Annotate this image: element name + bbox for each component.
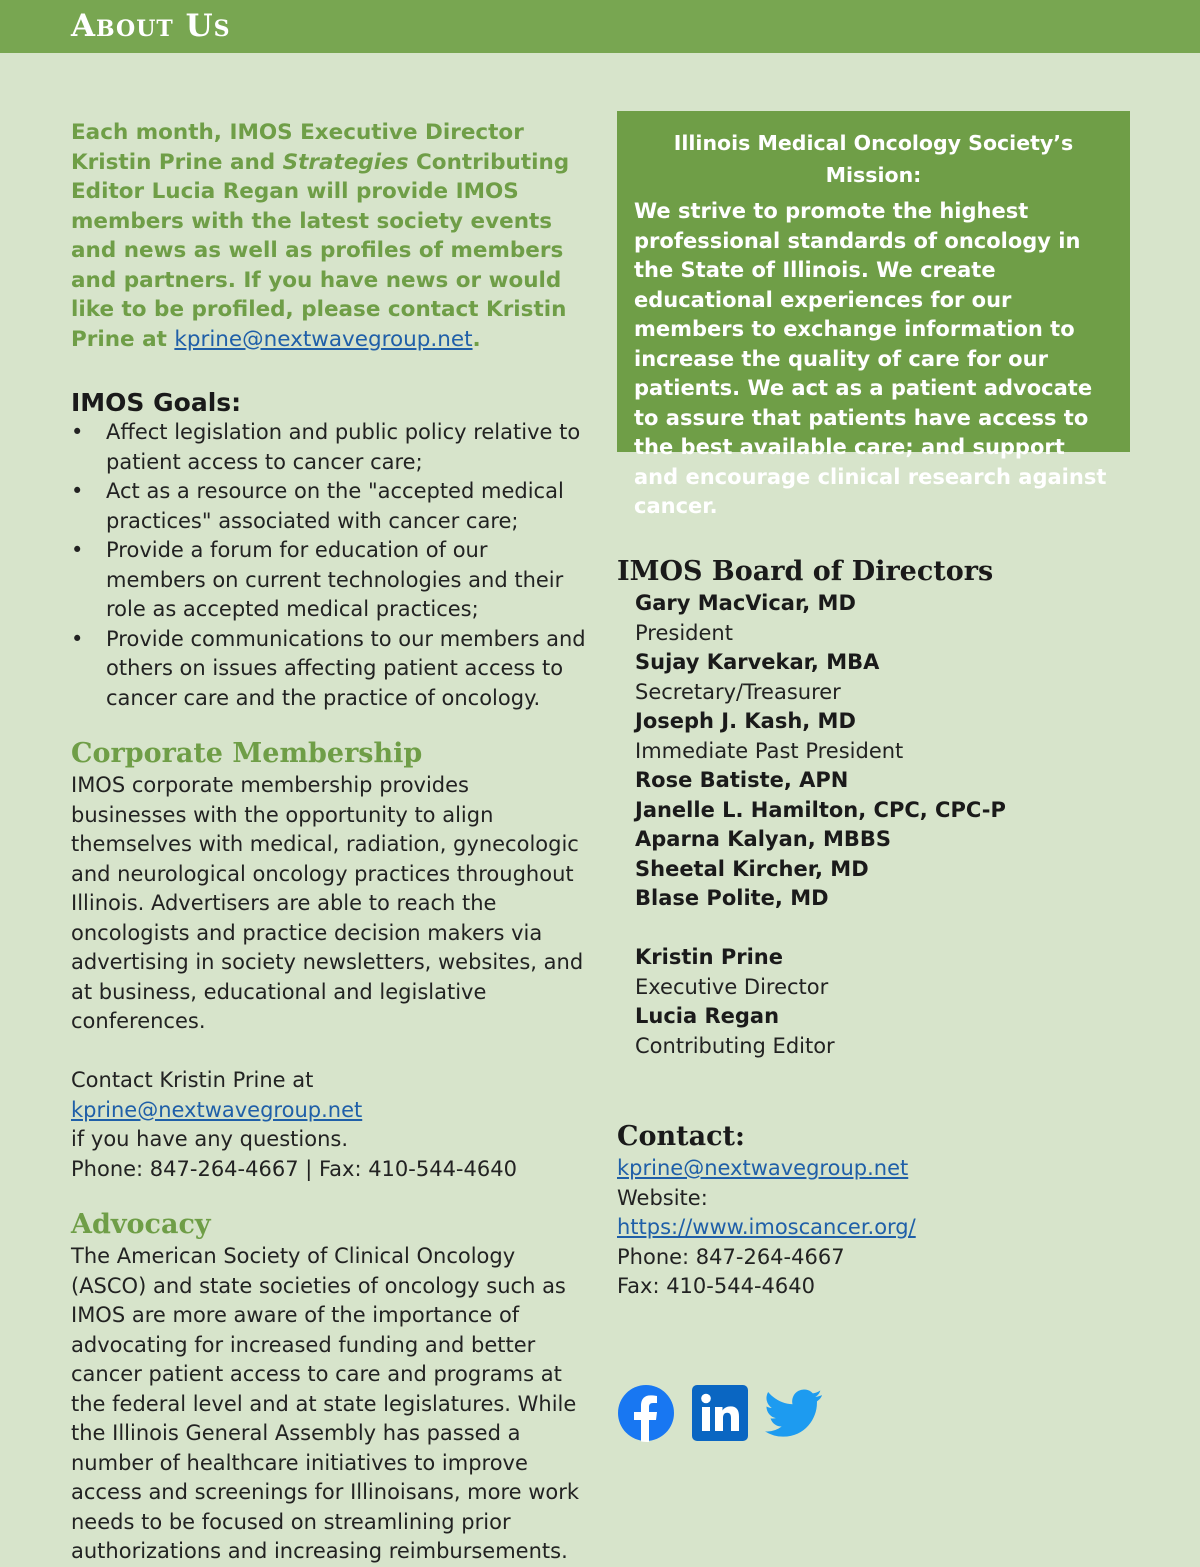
board-member-name: Blase Polite, MD: [635, 886, 829, 910]
contact-fax: Fax: 410-544-4640: [617, 1274, 815, 1298]
corporate-heading: Corporate Membership: [71, 738, 423, 769]
contact-suffix: if you have any questions.: [71, 1127, 348, 1151]
bullet-icon: •: [71, 626, 84, 651]
intro-email-link[interactable]: kprine@nextwavegroup.net: [174, 326, 473, 352]
goals-heading: IMOS Goals:: [71, 388, 242, 417]
linkedin-icon[interactable]: [691, 1384, 749, 1442]
bullet-icon: •: [71, 479, 84, 503]
contact-prefix: Contact Kristin Prine at: [71, 1068, 314, 1092]
intro-italic: Strategies: [282, 149, 409, 175]
intro-text-2: Contributing Editor Lucia Regan will provide IMOS members with the latest society events and news as well as profiles of members and partners. If you have news or would like to be profiled, please contact Kristin Prine at: [71, 149, 570, 352]
contact-section: [617, 1120, 1137, 1302]
board-heading: IMOS Board of Directors: [617, 556, 994, 587]
twitter-icon[interactable]: [765, 1384, 823, 1442]
contact-email-link[interactable]: kprine@nextwavegroup.net: [617, 1156, 909, 1180]
facebook-icon[interactable]: [617, 1384, 675, 1442]
goal-text: Act as a resource on the "accepted medical practices" associated with cancer care;: [106, 479, 564, 533]
page-title: About Us: [71, 8, 231, 44]
board-member-name: Rose Batiste, APN: [635, 768, 849, 792]
contact-heading: Contact:: [617, 1121, 745, 1152]
board-list: [635, 589, 1137, 1061]
phone-fax: Phone: 847-264-4667 | Fax: 410-544-4640: [71, 1156, 517, 1181]
board-member-name: Janelle L. Hamilton, CPC, CPC-P: [635, 797, 1006, 822]
board-member-name: Sujay Karvekar, MBA: [635, 650, 880, 674]
intro-text-1: Each month, IMOS Executive Director Kristin Prine and: [71, 120, 524, 175]
bullet-icon: •: [71, 420, 84, 444]
board-member-name: Joseph J. Kash, MD: [635, 709, 856, 733]
goal-text: Affect legislation and public policy relative to patient access to cancer care;: [106, 420, 581, 474]
header-banner: [0, 0, 1200, 53]
website-label: Website:: [617, 1185, 708, 1210]
corporate-text: IMOS corporate membership provides businesses with the opportunity to align themselves with medical, radiation, gynecologic and neurological oncology practices throughout Illinois. Advertisers are able to reach the oncologists and practice decision makers via advertising in society newsletters, websites, and at business, educational and legislative conferences.: [71, 773, 584, 1033]
left-column: [71, 118, 591, 1567]
board-member-role: President: [635, 620, 733, 645]
mission-title: Illinois Medical Oncology Society’s Mission:: [673, 131, 1074, 187]
corporate-contact: [71, 1066, 591, 1184]
board-member-name: Sheetal Kircher, MD: [635, 856, 869, 881]
board-section: [617, 555, 1137, 1061]
list-item: [71, 477, 591, 536]
goals-list: [71, 418, 591, 713]
list-item: [71, 418, 591, 477]
staff-role: Executive Director: [635, 974, 829, 999]
bullet-icon: •: [71, 538, 84, 562]
advocacy-heading: Advocacy: [71, 1209, 211, 1240]
mission-box: [617, 111, 1130, 518]
website-link[interactable]: https://www.imoscancer.org/: [617, 1215, 916, 1239]
mission-text: We strive to promote the highest professional standards of oncology in the State of Illinois. We create educational experiences for our members to exchange information to increase the quality of care for our patients. We act as a patient advocate to assure that patients have access to the best available care; and support and encourage clinical research against cancer.: [634, 199, 1107, 518]
advocacy-text: The American Society of Clinical Oncology (ASCO) and state societies of oncology such as IMOS are more aware of the importance of advocating for increased funding and better cancer patient access to care and programs at the federal level and at state legislatures. While the Illinois General Assembly has passed a number of healthcare initiatives to improve access and screenings for Illinoisans, more work needs to be focused on streamlining prior authorizations and increasing reimbursements.: [71, 1244, 580, 1563]
staff-role: Contributing Editor: [635, 1033, 835, 1058]
board-member-role: Immediate Past President: [635, 738, 904, 763]
corporate-email-link[interactable]: kprine@nextwavegroup.net: [71, 1097, 363, 1122]
staff-name: Lucia Regan: [635, 1004, 780, 1028]
staff-name: Kristin Prine: [635, 945, 783, 969]
contact-phone: Phone: 847-264-4667: [617, 1244, 845, 1269]
board-member-name: Aparna Kalyan, MBBS: [635, 827, 892, 851]
board-member-name: Gary MacVicar, MD: [635, 591, 856, 615]
board-member-role: Secretary/Treasurer: [635, 679, 841, 704]
list-item: [71, 536, 591, 625]
list-item: [71, 625, 591, 714]
intro-end: .: [472, 326, 481, 352]
goal-text: Provide a forum for education of our members on current technologies and their role as accepted medical practices;: [106, 538, 564, 621]
goal-text: Provide communications to our members and others on issues affecting patient access to cancer care and the practice of oncology.: [106, 626, 586, 710]
intro-paragraph: [71, 118, 591, 354]
